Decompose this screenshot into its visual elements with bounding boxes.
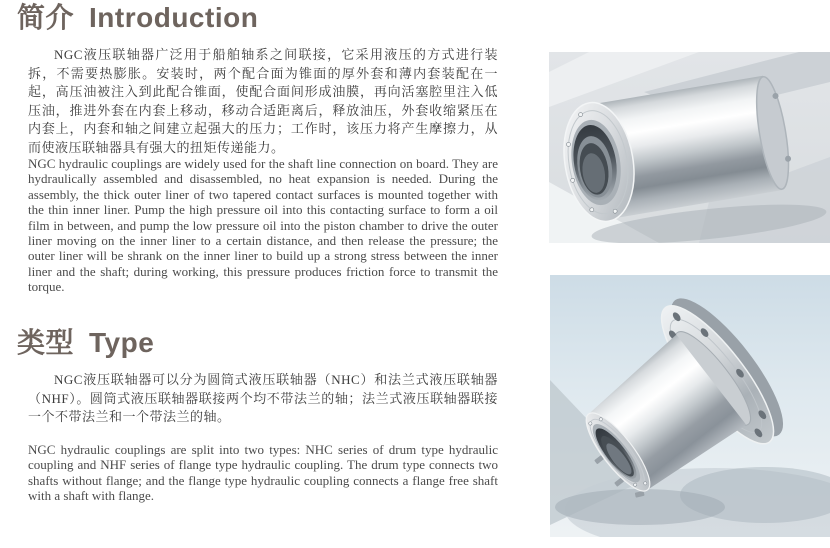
flange-type-coupling-render [550,275,830,537]
drum-coupling-illustration [549,52,830,243]
flange-coupling-illustration [550,275,830,537]
drum-type-coupling-render [549,52,830,243]
heading-introduction-en: Introduction [89,2,259,33]
heading-type-en: Type [89,327,155,358]
section-heading-introduction [17,2,258,34]
type-paragraph-zh: NGC液压联轴器可以分为圆筒式液压联轴器（NHC）和法兰式液压联轴器（NHF）。圆筒式液压联轴器联接两个均不带法兰的轴；法兰式液压联轴器联接一个不带法兰和一个带法兰的轴。 [28,372,498,425]
heading-introduction-zh: 简介 [17,2,75,33]
heading-type-zh: 类型 [17,327,75,358]
type-paragraph-en: NGC hydraulic couplings are split into two types: NHC series of drum type hydraulic coupling and NHF series of flange type hydraulic coupling. The drum type connects two shafts without flange; and the flange type hydraulic coupling connects a flange free shaft with a shaft with flange. [28,442,498,504]
section-heading-type [17,327,154,359]
intro-paragraph-en: NGC hydraulic couplings are widely used for the shaft line connection on board. They are hydraulically assembled and disassembled, no heat expansion is needed. During the assembly, the thick outer liner of two tapered contact surfaces is mounted together with the thin inner liner. Pump the high pressure oil into this contacting surface to form a oil film in between, and pump the low pressure oil into the piston chamber to drive the outer liner moving on the inner liner to a certain distance, and then release the pressure; the outer liner will be shrank on the inner liner to build up a strong stress between the inner liner and the shaft; during working, this pressure produces friction force to transmit the torque. [28,156,498,295]
intro-paragraph-zh: NGC液压联轴器广泛用于船舶轴系之间联接，它采用液压的方式进行装拆，不需要热膨胀。安装时，两个配合面为锥面的厚外套和薄内套装配在一起，高压油被注入到此配合锥面，使配合面间形成油膜，再向活塞腔里注入低压油，推进外套在内套上移动，移动合适距离后，释放油压，外套收缩紧压在内套上，内套和轴之间建立起强大的压力；工作时，该压力将产生摩擦力，从而使液压联轴器具有强大的扭矩传递能力。 [28,47,498,155]
